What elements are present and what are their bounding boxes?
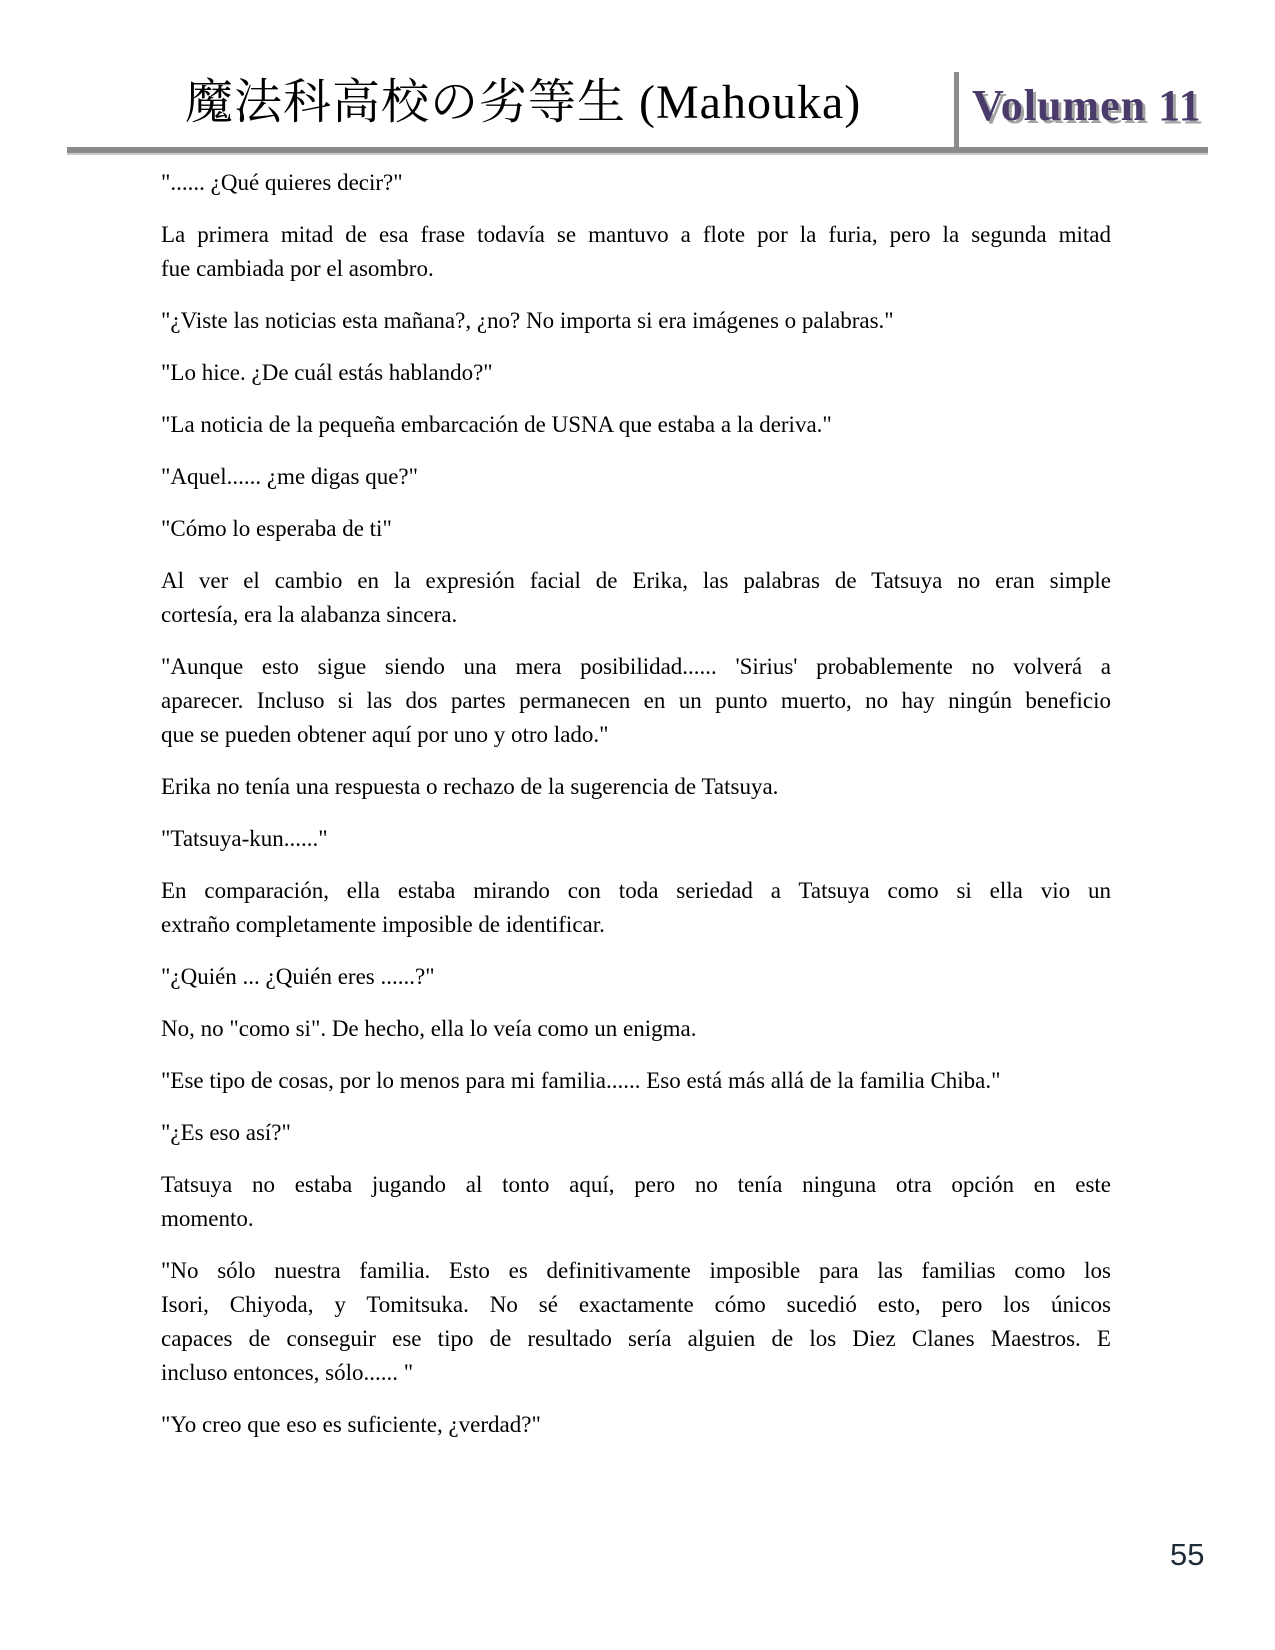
text-line: "...... ¿Qué quieres decir?" [161, 170, 403, 195]
text-line: incluso entonces, sólo...... " [161, 1360, 414, 1385]
paragraph [161, 304, 1111, 338]
header-divider [954, 72, 959, 153]
paragraph [161, 960, 1111, 994]
paragraph [161, 218, 1111, 286]
text-line: que se pueden obtener aquí por uno y otro lado." [161, 722, 609, 747]
text-line: "¿Es eso así?" [161, 1120, 291, 1145]
text-line: "Ese tipo de cosas, por lo menos para mi familia...... Eso está más allá de la familia Chiba." [161, 1068, 1001, 1093]
text-line: "¿Viste las noticias esta mañana?, ¿no? No importa si era imágenes o palabras." [161, 308, 894, 333]
paragraph [161, 650, 1111, 752]
paragraph [161, 1168, 1111, 1236]
volume-label: Volumen 11 [972, 81, 1202, 130]
paragraph [161, 822, 1111, 856]
text-line: "Tatsuya-kun......" [161, 826, 328, 851]
text-line: La primera mitad de esa frase todavía se mantuvo a flote por la furia, pero la segunda mitad [161, 222, 1111, 247]
paragraph [161, 1064, 1111, 1098]
text-line: "Cómo lo esperaba de ti" [161, 516, 392, 541]
text-line: "No sólo nuestra familia. Esto es definitivamente imposible para las familias como los [161, 1258, 1111, 1283]
paragraph [161, 166, 1111, 200]
text-line: extraño completamente imposible de identificar. [161, 912, 605, 937]
text-line: momento. [161, 1206, 254, 1231]
paragraph [161, 770, 1111, 804]
paragraph [161, 408, 1111, 442]
paragraph [161, 356, 1111, 390]
text-line: "¿Quién ... ¿Quién eres ......?" [161, 964, 435, 989]
header-rule [67, 147, 1208, 155]
text-line: Isori, Chiyoda, y Tomitsuka. No sé exactamente cómo sucedió esto, pero los únicos [161, 1292, 1111, 1317]
text-line: Tatsuya no estaba jugando al tonto aquí, pero no tenía ninguna otra opción en este [161, 1172, 1111, 1197]
text-line: cortesía, era la alabanza sincera. [161, 602, 458, 627]
paragraph [161, 1116, 1111, 1150]
text-line: "La noticia de la pequeña embarcación de USNA que estaba a la deriva." [161, 412, 832, 437]
paragraph [161, 1408, 1111, 1442]
text-line: No, no "como si". De hecho, ella lo veía como un enigma. [161, 1016, 697, 1041]
text-line: "Lo hice. ¿De cuál estás hablando?" [161, 360, 493, 385]
page-title: 魔法科高校の劣等生 (Mahouka) [185, 76, 862, 129]
text-line: capaces de conseguir ese tipo de resultado sería alguien de los Diez Clanes Maestros. E [161, 1326, 1111, 1351]
paragraph [161, 1254, 1111, 1390]
text-line: En comparación, ella estaba mirando con toda seriedad a Tatsuya como si ella vio un [161, 878, 1111, 903]
text-line: Erika no tenía una respuesta o rechazo de la sugerencia de Tatsuya. [161, 774, 779, 799]
page-number: 55 [1170, 1537, 1205, 1572]
paragraph [161, 1012, 1111, 1046]
text-line: Al ver el cambio en la expresión facial de Erika, las palabras de Tatsuya no eran simple [161, 568, 1111, 593]
paragraph [161, 564, 1111, 632]
paragraph [161, 512, 1111, 546]
paragraph [161, 460, 1111, 494]
text-line: fue cambiada por el asombro. [161, 256, 434, 281]
text-line: aparecer. Incluso si las dos partes permanecen en un punto muerto, no hay ningún beneficio [161, 688, 1111, 713]
paragraph [161, 874, 1111, 942]
text-line: "Aunque esto sigue siendo una mera posibilidad...... 'Sirius' probablemente no volverá a [161, 654, 1111, 679]
body-text [161, 166, 1111, 1460]
text-line: "Aquel...... ¿me digas que?" [161, 464, 419, 489]
text-line: "Yo creo que eso es suficiente, ¿verdad?" [161, 1412, 541, 1437]
